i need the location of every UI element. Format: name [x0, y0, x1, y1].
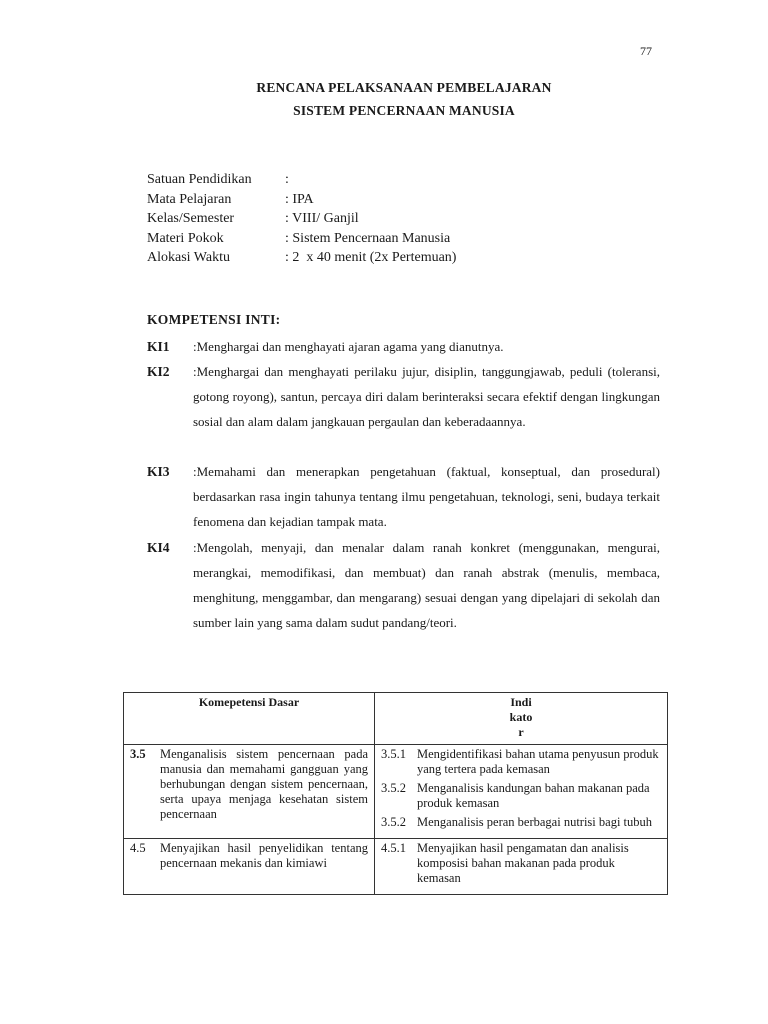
table-row	[124, 839, 668, 895]
indicator-number: 3.5.2	[381, 815, 406, 829]
indicator-item	[381, 815, 661, 830]
page-number: 77	[640, 44, 652, 58]
ki-item	[147, 535, 660, 635]
header-indikator-part: r	[518, 725, 524, 739]
ki-item	[147, 459, 660, 534]
header-indikator-part: kato	[509, 710, 533, 724]
document-subtitle: SISTEM PENCERNAAN MANUSIA	[293, 103, 515, 118]
competency-table	[123, 692, 668, 895]
kd-cell	[124, 839, 375, 895]
ki-item	[147, 359, 660, 434]
indicator-item	[381, 841, 661, 886]
indicator-number: 4.5.1	[381, 841, 406, 855]
identity-row	[147, 170, 456, 190]
kd-number: 4.5	[130, 841, 146, 855]
indicator-cell	[375, 745, 668, 839]
kd-entry	[130, 747, 368, 822]
identity-row	[147, 229, 456, 249]
identity-value: : 2 x 40 menit (2x Pertemuan)	[285, 250, 457, 265]
ki-code: KI2	[147, 364, 170, 379]
identity-label: Materi Pokok	[147, 230, 224, 246]
identity-value: :	[285, 172, 289, 187]
indicator-item	[381, 747, 661, 777]
indicator-text: Menganalisis peran berbagai nutrisi bagi tubuh	[417, 815, 653, 829]
ki-text: :Mengolah, menyaji, dan menalar dalam ranah konkret (menggunakan, mengurai, merangkai, memodifikasi, dan membuat) dan ranah abstrak (menulis, membaca, menghitung, menggambar, dan mengarang) sesuai dengan yang dipelajari di sekolah dan sumber lain yang sama dalam sudut pandang/teori.	[193, 540, 660, 630]
indicator-number: 3.5.1	[381, 747, 406, 761]
ki-text: :Menghargai dan menghayati ajaran agama yang dianutnya.	[193, 339, 504, 354]
identity-row	[147, 209, 456, 229]
indicator-text: Mengidentifikasi bahan utama penyusun produk yang tertera pada kemasan	[417, 747, 659, 776]
header-indikator	[375, 693, 668, 745]
indicator-cell	[375, 839, 668, 895]
identity-label: Mata Pelajaran	[147, 191, 232, 207]
ki-code: KI3	[147, 464, 170, 479]
kd-cell	[124, 745, 375, 839]
indicator-text: Menganalisis kandungan bahan makanan pada produk kemasan	[417, 781, 650, 810]
identity-label: Kelas/Semester	[147, 211, 235, 226]
identity-row	[147, 248, 456, 268]
document-title: RENCANA PELAKSANAAN PEMBELAJARAN	[256, 80, 552, 95]
indicator-number: 3.5.2	[381, 781, 406, 795]
indicator-item	[381, 781, 661, 811]
identity-label: Alokasi Waktu	[147, 250, 230, 265]
ki-text: :Memahami dan menerapkan pengetahuan (faktual, konseptual, dan prosedural) berdasarkan rasa ingin tahunya tentang ilmu pengetahuan, teknologi, seni, budaya terkait fenomena dan kejadian tampak mata.	[193, 464, 660, 529]
ki-item	[147, 334, 660, 359]
indicator-text: Menyajikan hasil pengamatan dan analisis komposisi bahan makanan pada produk kemasan	[417, 841, 629, 885]
identity-block	[147, 170, 456, 268]
ki-code: KI4	[147, 540, 170, 555]
kd-number: 3.5	[130, 747, 146, 761]
header-kompetensi-dasar: Komepetensi Dasar	[124, 693, 375, 745]
identity-value: : VIII/ Ganjil	[285, 211, 359, 226]
ki-code: KI1	[147, 339, 170, 354]
identity-value: : Sistem Pencernaan Manusia	[285, 230, 451, 246]
header-indikator-part: Indi	[510, 695, 532, 709]
kd-text: Menyajikan hasil penyelidikan tentang pencernaan mekanis dan kimiawi	[160, 841, 368, 870]
table-header-row	[124, 693, 668, 745]
kd-entry	[130, 841, 368, 871]
ki-text: :Menghargai dan menghayati perilaku jujur, disiplin, tanggungjawab, peduli (toleransi, gotong royong), santun, percaya diri dalam berinteraksi secara efektif dengan lingkungan sosial dan alam dalam jangkauan pergaulan dan keberadaannya.	[193, 364, 660, 429]
identity-value: : IPA	[285, 191, 314, 207]
identity-row	[147, 190, 456, 210]
kd-text: Menganalisis sistem pencernaan pada manusia dan memahami gangguan yang berhubungan dengan sistem pencernaan, serta upaya menjaga kesehatan sistem pencernaan	[160, 747, 368, 821]
table-row	[124, 745, 668, 839]
ki-heading: KOMPETENSI INTI:	[147, 312, 281, 327]
identity-label: Satuan Pendidikan	[147, 172, 252, 187]
